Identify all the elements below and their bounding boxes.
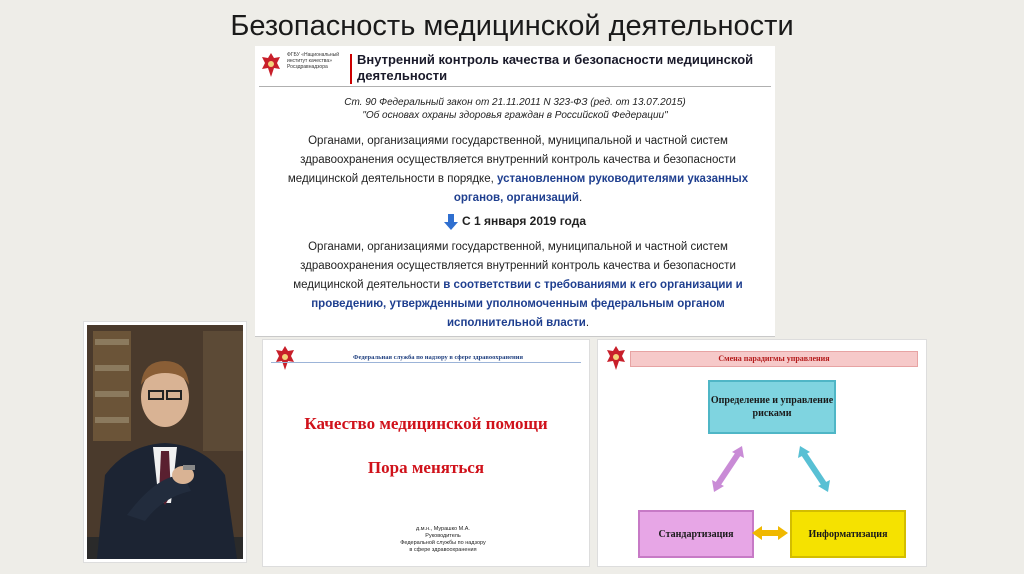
double-arrow-left-icon bbox=[712, 446, 744, 492]
informatization-box: Информатизация bbox=[790, 510, 906, 558]
institute-name: ФГБУ «Национальный институт качества» Росздравнадзора bbox=[287, 52, 340, 70]
slide-headline: Качество медицинской помощи bbox=[304, 414, 548, 433]
paragraph-before-highlight: установленном руководителями указанных органов, организаций bbox=[453, 173, 749, 204]
down-arrow-icon bbox=[444, 214, 458, 230]
law-reference bbox=[255, 96, 775, 122]
page-title: Безопасность медицинской деятельности bbox=[230, 10, 794, 42]
speaker-credits: д.м.н., Мурашко М.А. Руководитель Федеральной службы по надзору в сфере здравоохранения bbox=[400, 526, 486, 553]
paradigm-band: Смена парадигмы управления bbox=[630, 351, 918, 367]
slide-subheadline: Пора меняться bbox=[367, 458, 485, 477]
eagle-emblem-icon bbox=[275, 345, 295, 371]
agency-name: Федеральная служба по надзору в сфере здравоохранения bbox=[352, 354, 523, 361]
cycle-arrows bbox=[598, 340, 926, 566]
paragraph-before: Органами, организациями государственной, муниципальной и частной систем здравоохранения осуществляется внутренний контроль качества и безопасности медицинской деятельности в порядке, установленном руководителями указанных органов, организаций. bbox=[287, 135, 749, 204]
document-heading: Внутренний контроль качества и безопасности медицинской деятельности bbox=[357, 52, 754, 83]
paragraph-after: Органами, организациями государственной, муниципальной и частной систем здравоохранения осуществляется внутренний контроль качества и безопасности медицинской деятельности в соответствии с требованиями к его организации и проведению, утвержденными уполномоченным федеральным органом исполнительной власти. bbox=[293, 241, 743, 329]
portrait-image bbox=[87, 325, 243, 559]
law-name: "Об основах охраны здоровья граждан в Российской Федерации" bbox=[362, 110, 668, 121]
paradigm-slide-thumbnail bbox=[598, 340, 926, 566]
paragraph-after-highlight: в соответствии с требованиями к его организации и проведению, утвержденными уполномоченным федеральным органом исполнительной власти bbox=[311, 279, 743, 329]
since-date-row bbox=[255, 214, 775, 230]
slide-header-rule bbox=[271, 362, 581, 363]
red-separator bbox=[350, 54, 352, 84]
risk-management-box: Определение и управление рисками bbox=[708, 380, 836, 434]
law-excerpt-document bbox=[255, 46, 775, 337]
standardization-box: Стандартизация bbox=[638, 510, 754, 558]
law-line: Ст. 90 Федеральный закон от 21.11.2011 N 323-ФЗ (ред. от 13.07.2015) bbox=[344, 97, 686, 108]
heading-divider bbox=[259, 86, 771, 87]
portrait-photo bbox=[84, 322, 246, 562]
double-arrow-horizontal-icon bbox=[752, 526, 788, 540]
quality-slide-thumbnail bbox=[263, 340, 589, 566]
eagle-emblem-icon bbox=[260, 52, 282, 78]
since-date-label: С 1 января 2019 года bbox=[462, 214, 586, 229]
double-arrow-right-icon bbox=[798, 446, 830, 492]
